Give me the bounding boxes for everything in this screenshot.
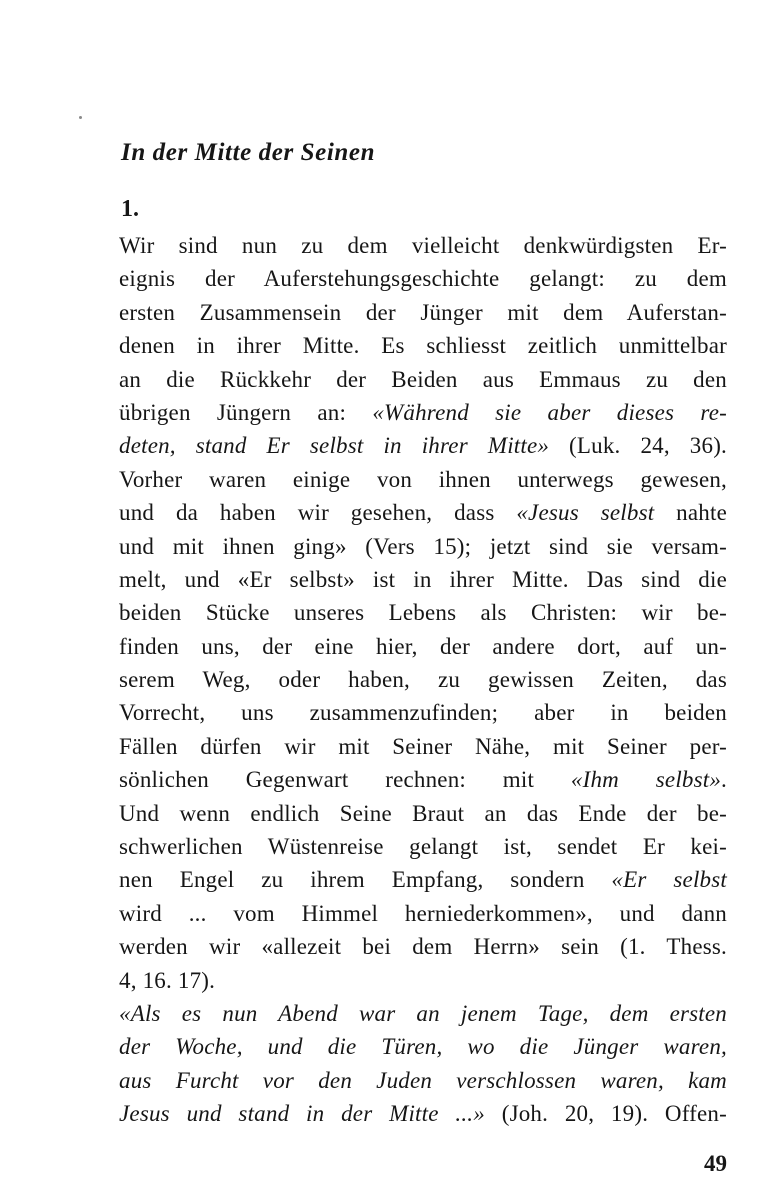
- text-line: [119, 930, 727, 963]
- text-line: [119, 563, 727, 596]
- text-line: [119, 897, 727, 930]
- text-segment-roman: 4, 16. 17).: [119, 967, 216, 993]
- text-segment-italic: «Jesus selbst: [516, 500, 655, 526]
- text-segment-roman: Fällen dürfen wir mit Seiner Nähe, mit Seiner per-: [119, 733, 727, 759]
- text-segment-roman: denen in ihrer Mitte. Es schliesst zeitlich unmittelbar: [119, 333, 727, 359]
- text-segment-italic: «Während sie aber dieses re-: [372, 399, 727, 425]
- text-line: [119, 630, 727, 663]
- text-segment-roman: wird ... vom Himmel herniederkommen», und dann: [119, 900, 727, 926]
- text-line: [119, 1064, 727, 1097]
- text-line: [119, 863, 727, 896]
- text-segment-roman: serem Weg, oder haben, zu gewissen Zeiten, das: [119, 667, 727, 693]
- section-number: 1.: [121, 196, 139, 222]
- text-line: [119, 296, 727, 329]
- scan-speck: [79, 116, 82, 119]
- text-segment-roman: werden wir «allezeit bei dem Herrn» sein (1. Thess.: [119, 934, 727, 960]
- text-segment-italic: deten, stand Er selbst in ihrer Mitte»: [119, 433, 550, 459]
- text-segment-roman: beiden Stücke unseres Lebens als Christen: wir be-: [119, 600, 727, 626]
- text-line: [119, 329, 727, 362]
- text-segment-roman: an die Rückkehr der Beiden aus Emmaus zu den: [119, 366, 727, 392]
- text-segment-italic: «Er selbst: [611, 867, 727, 893]
- text-segment-roman: und mit ihnen ging» (Vers 15); jetzt sind sie versam-: [119, 533, 727, 559]
- text-segment-roman: nahte: [654, 500, 727, 526]
- text-segment-roman: .: [721, 767, 727, 793]
- text-line: [119, 663, 727, 696]
- chapter-heading: In der Mitte der Seinen: [121, 139, 376, 166]
- text-line: [119, 396, 727, 429]
- text-line: [119, 596, 727, 629]
- text-segment-roman: übrigen Jüngern an:: [119, 399, 373, 425]
- text-line: [119, 830, 727, 863]
- text-line: [119, 964, 727, 997]
- page-number: 49: [704, 1151, 727, 1176]
- text-segment-roman: und da haben wir gesehen, dass: [119, 500, 517, 526]
- text-segment-italic: «Als es nun Abend war an jenem Tage, dem ersten: [119, 1000, 727, 1026]
- text-segment-italic: Jesus und stand in der Mitte ...»: [119, 1101, 485, 1127]
- paragraph-block: [119, 229, 727, 1131]
- text-line: [119, 763, 727, 796]
- text-segment-italic: «Ihm selbst»: [570, 767, 722, 793]
- text-segment-roman: ersten Zusammensein der Jünger mit dem Auferstan-: [119, 299, 727, 325]
- text-segment-roman: finden uns, der eine hier, der andere dort, auf un-: [119, 633, 727, 659]
- text-line: [119, 730, 727, 763]
- text-segment-roman: eignis der Auferstehungsgeschichte gelangt: zu dem: [119, 266, 727, 292]
- text-line: [119, 463, 727, 496]
- text-line: [119, 363, 727, 396]
- text-segment-roman: (Luk. 24, 36).: [549, 433, 727, 459]
- text-line: [119, 997, 727, 1030]
- text-segment-roman: schwerlichen Wüstenreise gelangt ist, sendet Er kei-: [119, 834, 727, 860]
- text-line: [119, 1030, 727, 1063]
- text-line: [119, 797, 727, 830]
- text-line: [119, 229, 727, 262]
- text-line: [119, 496, 727, 529]
- text-segment-roman: melt, und «Er selbst» ist in ihrer Mitte. Das sind die: [119, 566, 727, 592]
- text-segment-roman: Vorrecht, uns zusammenzufinden; aber in beiden: [119, 700, 727, 726]
- text-line: [119, 1097, 727, 1130]
- text-segment-roman: (Joh. 20, 19). Offen-: [484, 1101, 727, 1127]
- text-segment-roman: nen Engel zu ihrem Empfang, sondern: [119, 867, 612, 893]
- text-line: [119, 530, 727, 563]
- text-line: [119, 429, 727, 462]
- text-line: [119, 696, 727, 729]
- text-line: [119, 262, 727, 295]
- text-segment-italic: aus Furcht vor den Juden verschlossen waren, kam: [119, 1067, 727, 1093]
- text-segment-italic: der Woche, und die Türen, wo die Jünger waren,: [119, 1034, 727, 1060]
- text-segment-roman: Und wenn endlich Seine Braut an das Ende der be-: [119, 800, 727, 826]
- text-segment-roman: Vorher waren einige von ihnen unterwegs gewesen,: [119, 466, 727, 492]
- text-segment-roman: sönlichen Gegenwart rechnen: mit: [119, 767, 571, 793]
- text-segment-roman: Wir sind nun zu dem vielleicht denkwürdigsten Er-: [119, 233, 727, 258]
